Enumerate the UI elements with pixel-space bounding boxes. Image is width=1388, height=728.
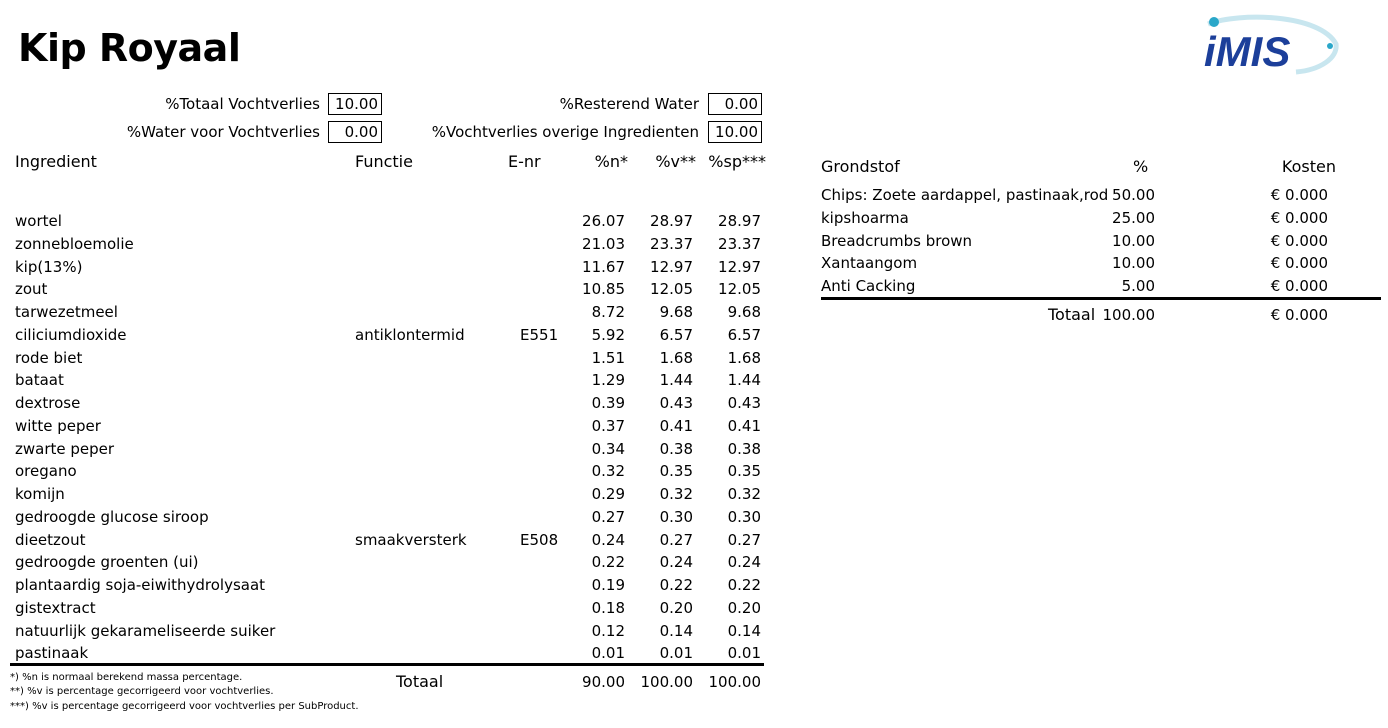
ingredient-n: 0.32 <box>591 462 625 480</box>
ingredient-total-sp: 100.00 <box>708 673 761 691</box>
header-pct: % <box>1133 157 1149 176</box>
ingredient-n: 0.22 <box>591 553 625 571</box>
ingredient-n: 8.72 <box>591 303 625 321</box>
ingredient-n: 26.07 <box>582 212 625 230</box>
ingredient-sp: 1.44 <box>727 371 761 389</box>
ingredient-sp: 0.35 <box>727 462 761 480</box>
ingredient-functie: smaakversterk <box>355 531 467 549</box>
ingredient-n: 0.27 <box>591 508 625 526</box>
header-functie: Functie <box>355 152 413 171</box>
ingredient-n: 1.29 <box>591 371 625 389</box>
ingredient-sp: 12.97 <box>718 258 761 276</box>
grondstof-name: Breadcrumbs brown <box>821 232 973 250</box>
ingredient-name: rode biet <box>15 349 83 367</box>
param-value-resterend-water[interactable]: 0.00 <box>708 93 762 115</box>
param-label-totaal-vochtverlies: %Totaal Vochtverlies <box>165 95 320 113</box>
ingredient-name: oregano <box>15 462 77 480</box>
ingredient-sp: 0.43 <box>727 394 761 412</box>
grondstof-total-rule <box>821 297 1381 300</box>
ingredient-name: dieetzout <box>15 531 86 549</box>
header-grondstof: Grondstof <box>821 157 900 176</box>
ingredient-v: 0.22 <box>659 576 693 594</box>
header-ingredient: Ingredient <box>15 152 97 171</box>
ingredient-v: 0.01 <box>659 644 693 662</box>
logo-text: iMIS <box>1204 28 1291 75</box>
ingredient-v: 0.30 <box>659 508 693 526</box>
ingredient-sp: 0.38 <box>727 440 761 458</box>
ingredient-v: 0.32 <box>659 485 693 503</box>
ingredient-sp: 9.68 <box>727 303 761 321</box>
ingredient-functie: antiklontermid <box>355 326 465 344</box>
param-label-vochtverlies-overige: %Vochtverlies overige Ingredienten <box>431 123 699 141</box>
ingredient-sp: 0.27 <box>727 531 761 549</box>
ingredient-name: pastinaak <box>15 644 89 662</box>
ingredient-name: dextrose <box>15 394 81 412</box>
imis-logo-graphic <box>1200 14 1340 76</box>
grondstof-total-label: Totaal <box>1048 305 1096 324</box>
param-label-water-voor-vochtverlies: %Water voor Vochtverlies <box>126 123 320 141</box>
grondstof-pct: 10.00 <box>1112 254 1155 272</box>
ingredient-name: plantaardig soja-eiwithydrolysaat <box>15 576 266 594</box>
ingredient-v: 12.05 <box>650 280 693 298</box>
ingredient-v: 28.97 <box>650 212 693 230</box>
ingredient-n: 0.12 <box>591 622 625 640</box>
grondstof-pct: 5.00 <box>1121 277 1155 295</box>
param-value-water-voor-vochtverlies[interactable]: 0.00 <box>328 121 382 143</box>
imis-logo <box>1200 14 1340 76</box>
ingredient-sp: 0.20 <box>727 599 761 617</box>
ingredient-n: 0.29 <box>591 485 625 503</box>
param-value-totaal-vochtverlies[interactable]: 10.00 <box>328 93 382 115</box>
ingredient-v: 6.57 <box>659 326 693 344</box>
ingredient-v: 12.97 <box>650 258 693 276</box>
ingredient-enr: E551 <box>520 326 559 344</box>
ingredient-name: gistextract <box>15 599 96 617</box>
ingredient-total-label: Totaal <box>396 672 444 691</box>
ingredient-v: 0.24 <box>659 553 693 571</box>
ingredient-n: 10.85 <box>582 280 625 298</box>
ingredient-name: zonnebloemolie <box>15 235 134 253</box>
ingredient-n: 0.19 <box>591 576 625 594</box>
ingredient-name: witte peper <box>15 417 101 435</box>
ingredient-name: kip(13%) <box>15 258 83 276</box>
ingredient-name: gedroogde glucose siroop <box>15 508 209 526</box>
param-value-vochtverlies-overige[interactable]: 10.00 <box>708 121 762 143</box>
ingredient-n: 11.67 <box>582 258 625 276</box>
ingredient-sp: 6.57 <box>727 326 761 344</box>
ingredient-enr: E508 <box>520 531 559 549</box>
ingredient-n: 5.92 <box>591 326 625 344</box>
grondstof-total-pct: 100.00 <box>1102 306 1155 324</box>
ingredient-sp: 0.41 <box>727 417 761 435</box>
grondstof-name: Xantaangom <box>821 254 918 272</box>
ingredient-n: 1.51 <box>591 349 625 367</box>
ingredient-total-rule <box>10 663 764 666</box>
ingredient-v: 0.14 <box>659 622 693 640</box>
ingredient-sp: 23.37 <box>718 235 761 253</box>
ingredient-v: 1.44 <box>659 371 693 389</box>
ingredient-n: 0.24 <box>591 531 625 549</box>
ingredient-v: 0.43 <box>659 394 693 412</box>
footnote-sp: ***) %v is percentage gecorrigeerd voor vochtverlies per SubProduct. <box>10 701 359 712</box>
ingredient-n: 21.03 <box>582 235 625 253</box>
ingredient-sp: 0.30 <box>727 508 761 526</box>
param-label-resterend-water: %Resterend Water <box>559 95 699 113</box>
ingredient-v: 23.37 <box>650 235 693 253</box>
ingredient-name: zwarte peper <box>15 440 115 458</box>
header-kosten: Kosten <box>1281 157 1336 176</box>
header-n: %n* <box>594 152 628 171</box>
header-v: %v** <box>655 152 696 171</box>
ingredient-v: 9.68 <box>659 303 693 321</box>
grondstof-cost: € 0.000 <box>1270 209 1328 227</box>
ingredient-n: 0.37 <box>591 417 625 435</box>
header-enr: E-nr <box>508 152 541 171</box>
ingredient-sp: 0.32 <box>727 485 761 503</box>
ingredient-v: 0.20 <box>659 599 693 617</box>
ingredient-name: gedroogde groenten (ui) <box>15 553 199 571</box>
page-title: Kip Royaal <box>18 26 241 70</box>
ingredient-sp: 0.01 <box>727 644 761 662</box>
grondstof-pct: 50.00 <box>1112 186 1155 204</box>
grondstof-name: Anti Cacking <box>821 277 916 295</box>
ingredient-total-n: 90.00 <box>582 673 625 691</box>
ingredient-name: komijn <box>15 485 65 503</box>
ingredient-sp: 0.22 <box>727 576 761 594</box>
ingredient-name: zout <box>15 280 48 298</box>
grondstof-pct: 10.00 <box>1112 232 1155 250</box>
ingredient-name: tarwezetmeel <box>15 303 118 321</box>
footnote-n: *) %n is normaal berekend massa percentage. <box>10 672 243 683</box>
ingredient-total-v: 100.00 <box>640 673 693 691</box>
ingredient-v: 1.68 <box>659 349 693 367</box>
ingredient-name: natuurlijk gekarameliseerde suiker <box>15 622 276 640</box>
ingredient-n: 0.18 <box>591 599 625 617</box>
ingredient-v: 0.38 <box>659 440 693 458</box>
ingredient-name: wortel <box>15 212 62 230</box>
ingredient-name: bataat <box>15 371 64 389</box>
ingredient-v: 0.27 <box>659 531 693 549</box>
grondstof-name: Chips: Zoete aardappel, pastinaak,rod <box>821 186 1109 204</box>
ingredient-sp: 0.24 <box>727 553 761 571</box>
ingredient-n: 0.01 <box>591 644 625 662</box>
ingredient-n: 0.39 <box>591 394 625 412</box>
ingredient-sp: 12.05 <box>718 280 761 298</box>
ingredient-v: 0.35 <box>659 462 693 480</box>
ingredient-sp: 28.97 <box>718 212 761 230</box>
grondstof-total-cost: € 0.000 <box>1270 306 1328 324</box>
grondstof-name: kipshoarma <box>821 209 909 227</box>
footnote-v: **) %v is percentage gecorrigeerd voor vochtverlies. <box>10 686 274 697</box>
ingredient-v: 0.41 <box>659 417 693 435</box>
grondstof-cost: € 0.000 <box>1270 232 1328 250</box>
ingredient-name: ciliciumdioxide <box>15 326 127 344</box>
grondstof-cost: € 0.000 <box>1270 254 1328 272</box>
ingredient-sp: 0.14 <box>727 622 761 640</box>
ingredient-sp: 1.68 <box>727 349 761 367</box>
grondstof-cost: € 0.000 <box>1270 277 1328 295</box>
grondstof-cost: € 0.000 <box>1270 186 1328 204</box>
ingredient-n: 0.34 <box>591 440 625 458</box>
header-sp: %sp*** <box>708 152 766 171</box>
grondstof-pct: 25.00 <box>1112 209 1155 227</box>
